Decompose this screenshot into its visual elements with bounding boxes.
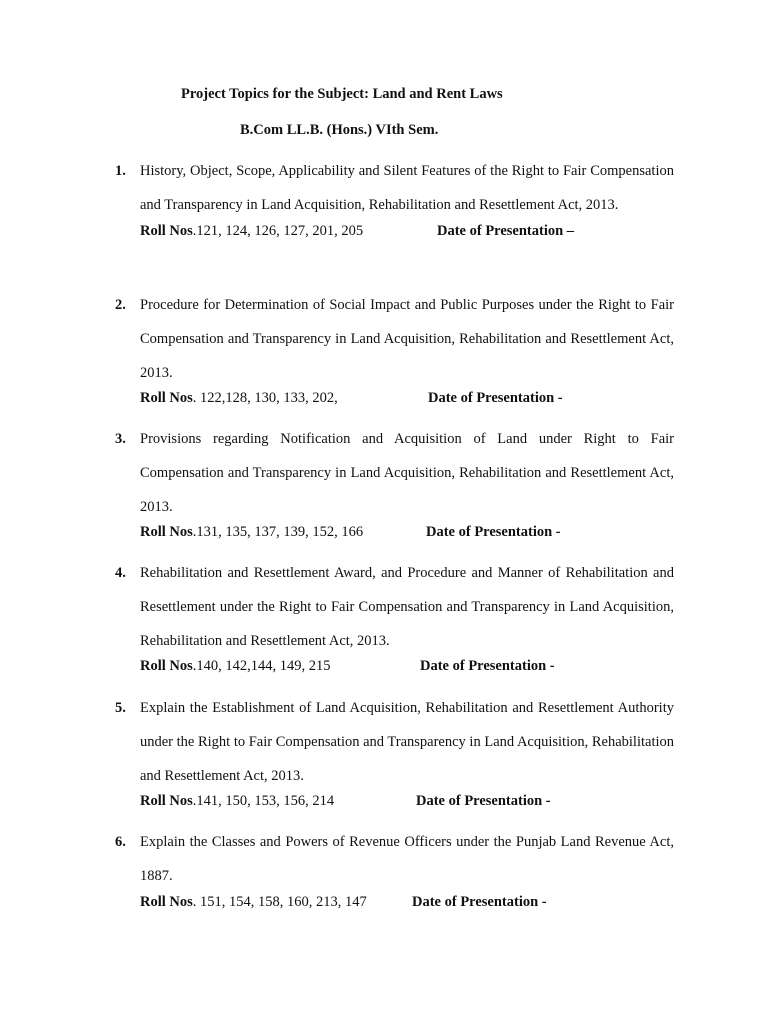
- presentation-date-label: Date of Presentation -: [416, 793, 551, 810]
- topic-text: History, Object, Scope, Applicability and Silent Features of the Right to Fair Compensation and Transparency in Land Acquisition, Rehabilitation and Resettlement Act, 2013.: [140, 163, 674, 213]
- topic-number: 1.: [115, 163, 126, 179]
- topic-number: 6.: [115, 834, 126, 850]
- topic-text: Procedure for Determination of Social Impact and Public Purposes under the Right to Fair Compensation and Transparency in Land Acquisition, Rehabilitation and Resettlement Act, 2013.: [140, 297, 674, 381]
- roll-line: [140, 390, 674, 424]
- roll-line: [140, 793, 674, 827]
- roll-numbers: .141, 150, 153, 156, 214: [192, 793, 335, 810]
- presentation-date-label: Date of Presentation -: [420, 658, 555, 675]
- roll-numbers: .140, 142,144, 149, 215: [192, 658, 331, 675]
- roll-label: Roll Nos: [140, 390, 193, 407]
- roll-line: [140, 524, 674, 558]
- roll-label: Roll Nos: [140, 524, 193, 541]
- presentation-date-label: Date of Presentation -: [428, 390, 563, 407]
- roll-numbers: . 122,128, 130, 133, 202,: [192, 390, 338, 407]
- topic-text: Explain the Establishment of Land Acquisition, Rehabilitation and Resettlement Authority under the Right to Fair Compensation and Transparency in Land Acquisition, Rehabilitation and Resettlement Act, 2013.: [140, 700, 675, 784]
- topic-number: 2.: [115, 297, 126, 313]
- topic-number: 5.: [115, 700, 126, 716]
- topic-text: Rehabilitation and Resettlement Award, and Procedure and Manner of Rehabilitation and Resettlement under the Right to Fair Compensation and Transparency in Land Acquisition, Rehabilitation and Resettlement Act, 2013.: [140, 565, 674, 649]
- presentation-date-label: Date of Presentation -: [426, 524, 561, 541]
- roll-label: Roll Nos: [140, 893, 193, 910]
- roll-line: [140, 894, 674, 928]
- topic-item-4: [110, 565, 674, 692]
- roll-label: Roll Nos: [140, 222, 193, 239]
- topic-item-2: [110, 297, 674, 424]
- document-title: Project Topics for the Subject: Land and Rent Laws: [181, 86, 503, 102]
- topic-number: 4.: [115, 565, 126, 581]
- roll-label: Roll Nos: [140, 658, 193, 675]
- document-subtitle: B.Com LL.B. (Hons.) VIth Sem.: [240, 122, 439, 138]
- roll-numbers: .121, 124, 126, 127, 201, 205: [192, 222, 364, 239]
- topic-number: 3.: [115, 431, 126, 447]
- topic-text: Explain the Classes and Powers of Revenue Officers under the Punjab Land Revenue Act, 1887.: [140, 834, 674, 884]
- topic-text: Provisions regarding Notification and Acquisition of Land under Right to Fair Compensation and Transparency in Land Acquisition, Rehabilitation and Resettlement Act, 2013.: [140, 431, 674, 515]
- presentation-date-label: Date of Presentation -: [412, 893, 547, 910]
- topic-item-5: [110, 700, 674, 827]
- roll-line: [140, 223, 674, 257]
- roll-numbers: . 151, 154, 158, 160, 213, 147: [192, 893, 367, 910]
- topic-item-6: [110, 834, 674, 928]
- topic-item-3: [110, 431, 674, 558]
- roll-line: [140, 658, 674, 692]
- roll-label: Roll Nos: [140, 793, 193, 810]
- presentation-date-label: Date of Presentation –: [437, 222, 575, 239]
- topic-item-1: [110, 163, 674, 257]
- roll-numbers: .131, 135, 137, 139, 152, 166: [192, 524, 364, 541]
